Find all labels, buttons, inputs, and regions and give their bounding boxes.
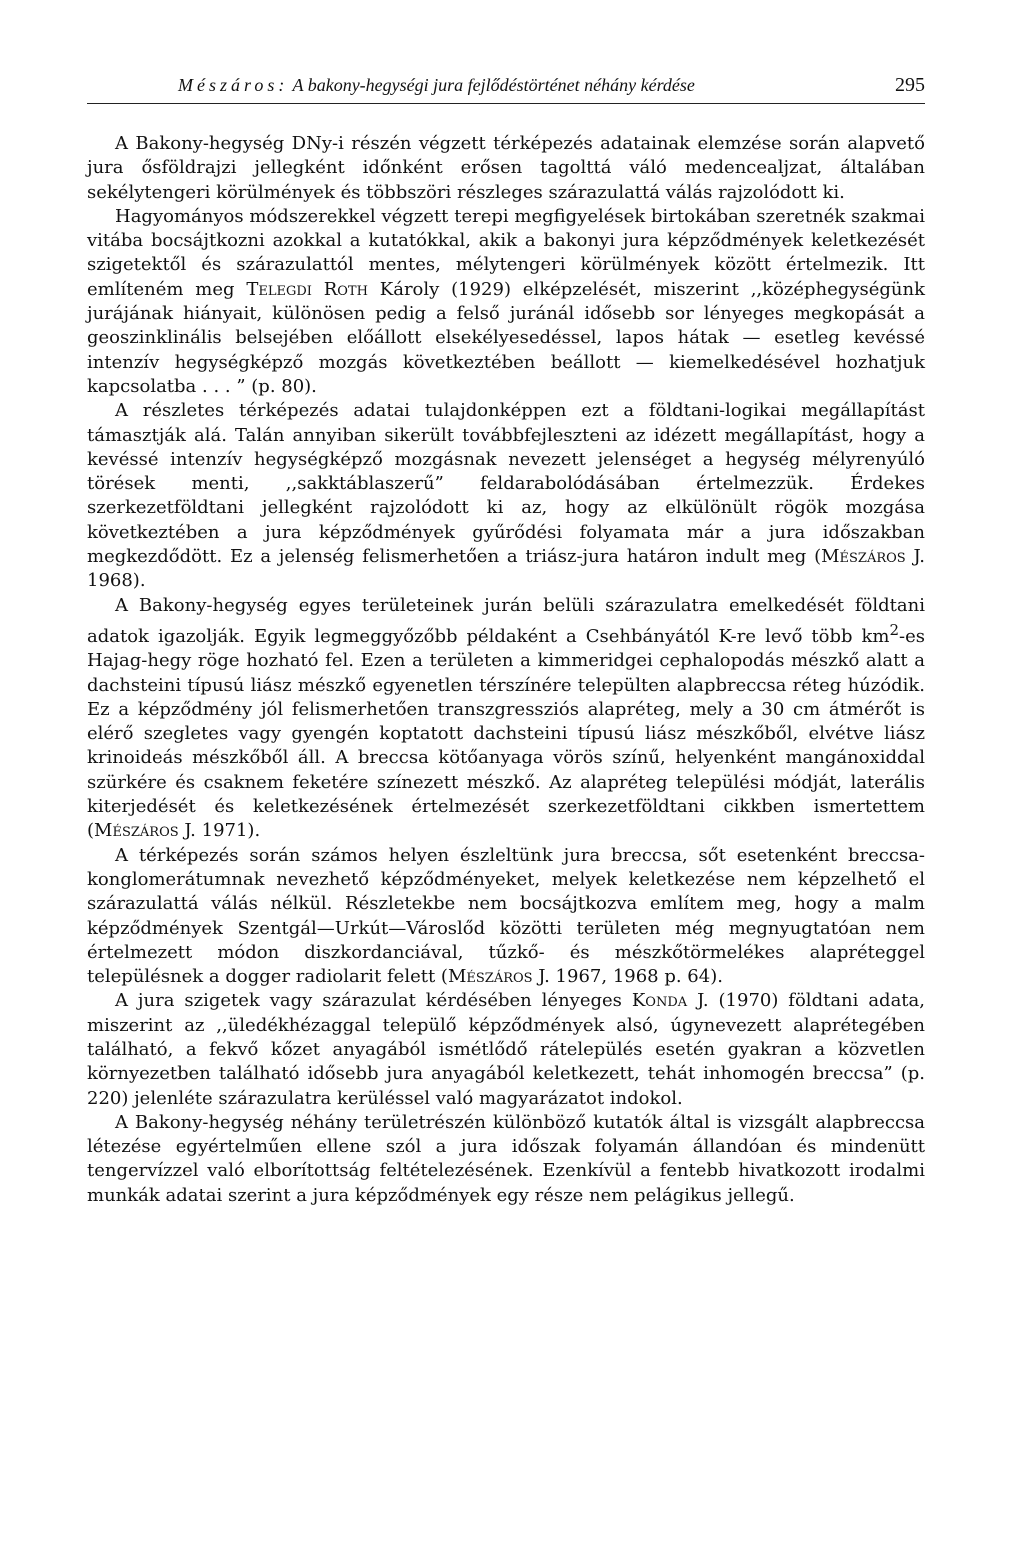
paragraph: A jura szigetek vagy szárazulat kérdésében lényeges Konda J. (1970) földtani adata, miszerint az ,,üledékhézaggal települő képződmények alsó, úgynevezett alaprétegében található, a fekvő kőzet anyagából ismétlődő rátelepülés esetén gyakran a közvetlen környezetben található idősebb jura anyagából keletkezett, tehát inhomogén breccsa” (p. 220) jelenléte szárazulatra kerüléssel való magyarázatot indokol. [87,990,925,1109]
body-text [87,132,925,1208]
paragraph: A részletes térképezés adatai tulajdonképpen ezt a földtani-logikai megállapítást támasztják alá. Talán annyiban sikerült továbbfejleszteni az idézett megállapítást, hogy a kevéssé intenzív hegységképző mozgásnak nevezett jelenséget a hegység mélyrenyúló törések menti, ,,sakktáblaszerű” feldarabolódásában értelmezzük. Érdekes szerkezetföldtani jellegként rajzolódott ki az, hogy az elkülönült rögök mozgása következtében a jura képződmények gyűrődési folyamata már a jura időszakban megkezdődött. Ez a jelenség felismerhetően a triász-jura határon indult meg (Mészáros J. 1968). [87,400,925,592]
author-reference: Mészáros [821,546,906,568]
author-name: Mészáros: [178,75,289,95]
paragraph: Hagyományos módszerekkel végzett terepi megfigyelések birtokában szeretnék szakmai vitába bocsájtkozni azokkal a kutatókkal, akik a bakonyi jura képződmények keletkezését szigetektől és szárazulattól mentes, mélytengeri körülmények között értelmezik. Itt említeném meg Telegdi Roth Károly (1929) elképzelését, miszerint ,,középhegységünk jurájának hiányait, különösen pedig a felső juránál idősebb sor lényeges megkopását a geoszinklinális belsejében előállott elsekélyesedéssel, lapos hátak — esetleg kevéssé intenzív hegységképző mozgás következtében beállott — kiemelkedésével hozhatjuk kapcsolatba . . . ” (p. 80). [87,205,925,397]
paragraph: A Bakony-hegység DNy-i részén végzett térképezés adatainak elemzése során alapvető jura ősföldrajzi jellegként időnként erősen tagolttá váló medencealjzat, általában sekélytengeri körülmények és többszöri részleges szárazulattá válás rajzolódott ki. [87,133,925,203]
paragraph: A Bakony-hegység néhány területrészén különböző kutatók által is vizsgált alapbreccsa létezése egyértelműen ellene szól a jura időszak folyamán állandóan és mindenütt tengervízzel való elborítottság feltételezésének. Ezenkívül a fentebb hivatkozott irodalmi munkák adatai szerint a jura képződmények egy része nem pelágikus jellegű. [87,1111,925,1206]
article-title: A bakony-hegységi jura fejlődéstörténet néhány kérdése [292,75,695,95]
author-reference: Konda [631,990,688,1012]
superscript: 2 [889,620,900,639]
author-reference: Telegdi Roth [246,278,368,300]
running-title [87,75,695,96]
paragraph: A Bakony-hegység egyes területeinek jurán belüli szárazulatra emelkedését földtani adatok igazolják. Egyik legmeggyőzőbb példaként a Csehbányától K-re levő több $km^2-es$ Hajag-hegy röge hozható fel. Ezen a területen a kimmeridgei cephalopodás mészkő alatt a dachsteini típusú liász mészkő egyenetlen térszínére települten alapbreccsa réteg húzódik. Ez a képződmény jól felismerhetően transzgressziós alapréteg, mely a 30 cm átmérőt is elérő szegletes vagy gyengén koptatott dachsteini típusú liász mészkőből, elvétve liász krinoideás mészkőből áll. A breccsa kötőanyaga vörös színű, helyenként mangánoxiddal szürkére és csaknem feketére színezett mészkő. Az alapréteg települési módját, laterális kiterjedését és keletkezésének értelmezését szerkezetföldtani cikkben ismertettem (Mészáros J. 1971). [87,594,925,842]
author-reference: Mészáros [447,966,533,988]
running-header [87,74,925,104]
paragraph: A térképezés során számos helyen észleltünk jura breccsa, sőt esetenként breccsa-konglomerátumnak nevezhető képződményeket, melyek keletkezése nem képzelhető el szárazulattá válás nélkül. Részletekbe nem bocsájtkozva említem meg, hogy a malm képződmények Szentgál—Urkút—Városlőd közötti területen még megnyugtatóan nem értelmezett módon diszkordanciával, tűzkő- és mészkőtörmelékes alapréteggel településnek a dogger radiolarit felett (Mészáros J. 1967, 1968 p. 64). [87,844,925,988]
page-number: 295 [895,74,925,96]
document-page [87,74,925,1208]
author-reference: Mészáros [94,820,179,842]
